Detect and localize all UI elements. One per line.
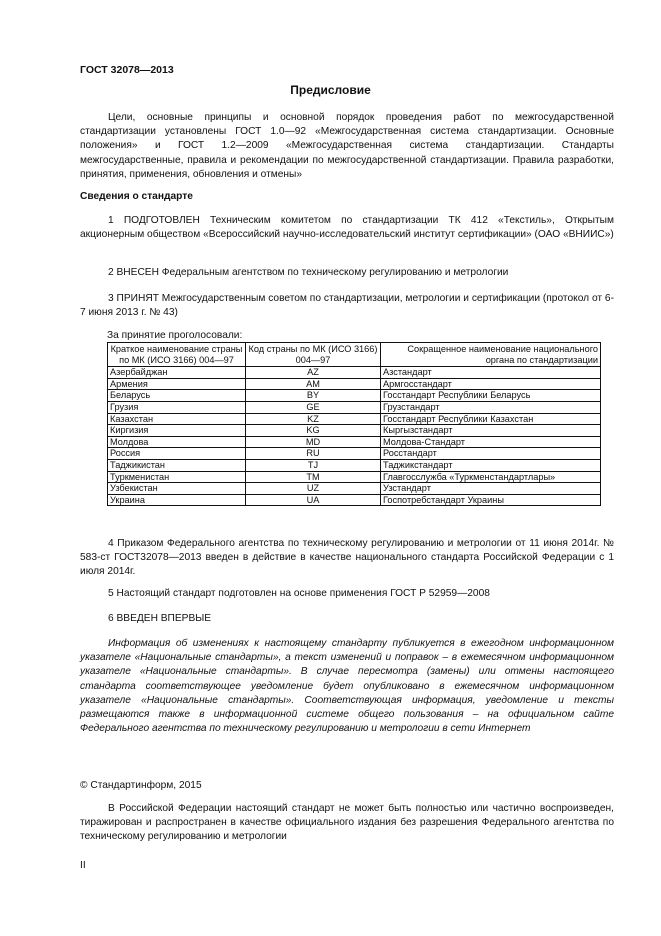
table-row [108, 448, 601, 460]
intro-paragraph: Цели, основные принципы и основной порядок проведения работ по межгосударственной стандартизации установлены ГОСТ 1.0—92 «Межгосударственная система стандартизации. Основные положения» и ГОСТ 1.2—2009 «Межгосударственная система стандартизации. Стандарты межгосударственные, правила и рекомендации по межгосударственной стандартизации. Правила разработки, принятия, применения, обновления и отмены» [80, 112, 614, 180]
code-cell: BY [246, 390, 381, 402]
country-cell: Россия [108, 448, 246, 460]
country-cell: Казахстан [108, 413, 246, 425]
standards-body-cell: Госстандарт Республики Казахстан [381, 413, 601, 425]
code-cell: GE [246, 401, 381, 413]
legal-notice-paragraph: В Российской Федерации настоящий стандарт не может быть полностью или частично воспроизведен, тиражирован и распространен в качестве официального издания без разрешения Федерального агентства по техническому регулированию и метрологии [80, 803, 614, 843]
vote-table [107, 342, 601, 506]
changes-info-paragraph: Информация об изменениях к настоящему стандарту публикуется в ежегодном информационном указателе «Национальные стандарты», а текст изменений и поправок – в ежемесячном информационном указателе «Национальные стандарты». В случае пересмотра (замены) или отмены настоящего стандарта соответствующее уведомление будет опубликовано в ежемесячном информационном указателе «Национальные стандарты». Соответствующая информация, уведомление и тексты размещаются также в информационной системе общего пользования – на официальном сайте Федерального агентства по техническому регулированию и метрологии в сети Интернет [80, 638, 614, 735]
item-3-paragraph: 3 ПРИНЯТ Межгосударственным советом по стандартизации, метрологии и сертификации (протокол от 6-7 июня 2013 г. № 43) [80, 293, 614, 319]
country-cell: Беларусь [108, 390, 246, 402]
country-cell: Армения [108, 378, 246, 390]
section-title: Сведения о стандарте [80, 191, 193, 202]
country-cell: Таджикистан [108, 459, 246, 471]
country-cell: Грузия [108, 401, 246, 413]
page-title: Предисловие [290, 83, 371, 97]
table-row [108, 367, 601, 379]
item-2-paragraph: 2 ВНЕСЕН Федеральным агентством по техническому регулированию и метрологии [108, 267, 509, 278]
standards-body-cell: Росстандарт [381, 448, 601, 460]
code-cell: TM [246, 471, 381, 483]
code-cell: UA [246, 494, 381, 506]
vote-table-header-row [108, 343, 601, 367]
document-code-header: ГОСТ 32078—2013 [80, 64, 174, 76]
standards-body-cell: Азстандарт [381, 367, 601, 379]
table-row [108, 436, 601, 448]
column-header-country: Краткое наименование страны по МК (ИСО 3166) 004—97 [108, 343, 246, 367]
code-cell: MD [246, 436, 381, 448]
table-row [108, 401, 601, 413]
item-4-paragraph: 4 Приказом Федерального агентства по техническому регулированию и метрологии от 11 июня 2014г. № 583-ст ГОСТ32078—2013 введен в действие в качестве национального стандарта Российской Федерации с 1 июля 2014г. [80, 538, 614, 578]
standards-body-cell: Кыргызстандарт [381, 425, 601, 437]
table-row [108, 459, 601, 471]
item-5-paragraph: 5 Настоящий стандарт подготовлен на основе применения ГОСТ Р 52959—2008 [108, 588, 490, 599]
standards-body-cell: Молдова-Стандарт [381, 436, 601, 448]
item-1-paragraph: 1 ПОДГОТОВЛЕН Техническим комитетом по стандартизации ТК 412 «Текстиль», Открытым акционерным обществом «Всероссийский научно-исследовательский институт сертификации» (ОАО «ВНИИС») [80, 215, 614, 241]
column-header-standards-body: Сокращенное наименование национального органа по стандартизации [381, 343, 601, 367]
vote-table-caption: За принятие проголосовали: [107, 330, 243, 341]
standards-body-cell: Грузстандарт [381, 401, 601, 413]
code-cell: KG [246, 425, 381, 437]
table-row [108, 413, 601, 425]
table-row [108, 378, 601, 390]
country-cell: Молдова [108, 436, 246, 448]
copyright-line: © Стандартинформ, 2015 [80, 780, 202, 791]
standards-body-cell: Главгосслужба «Туркменстандартлары» [381, 471, 601, 483]
code-cell: AZ [246, 367, 381, 379]
code-cell: TJ [246, 459, 381, 471]
column-header-code: Код страны по МК (ИСО 3166) 004—97 [246, 343, 381, 367]
standards-body-cell: Госстандарт Республики Беларусь [381, 390, 601, 402]
table-row [108, 390, 601, 402]
table-row [108, 483, 601, 495]
country-cell: Узбекистан [108, 483, 246, 495]
table-row [108, 471, 601, 483]
page-number: II [80, 860, 86, 871]
table-row [108, 425, 601, 437]
code-cell: RU [246, 448, 381, 460]
standards-body-cell: Армгосстандарт [381, 378, 601, 390]
standards-body-cell: Госпотребстандарт Украины [381, 494, 601, 506]
country-cell: Азербайджан [108, 367, 246, 379]
standards-body-cell: Узстандарт [381, 483, 601, 495]
country-cell: Киргизия [108, 425, 246, 437]
code-cell: UZ [246, 483, 381, 495]
code-cell: AM [246, 378, 381, 390]
standards-body-cell: Таджикстандарт [381, 459, 601, 471]
table-row [108, 494, 601, 506]
country-cell: Украина [108, 494, 246, 506]
code-cell: KZ [246, 413, 381, 425]
country-cell: Туркменистан [108, 471, 246, 483]
item-6-paragraph: 6 ВВЕДЕН ВПЕРВЫЕ [108, 613, 212, 624]
